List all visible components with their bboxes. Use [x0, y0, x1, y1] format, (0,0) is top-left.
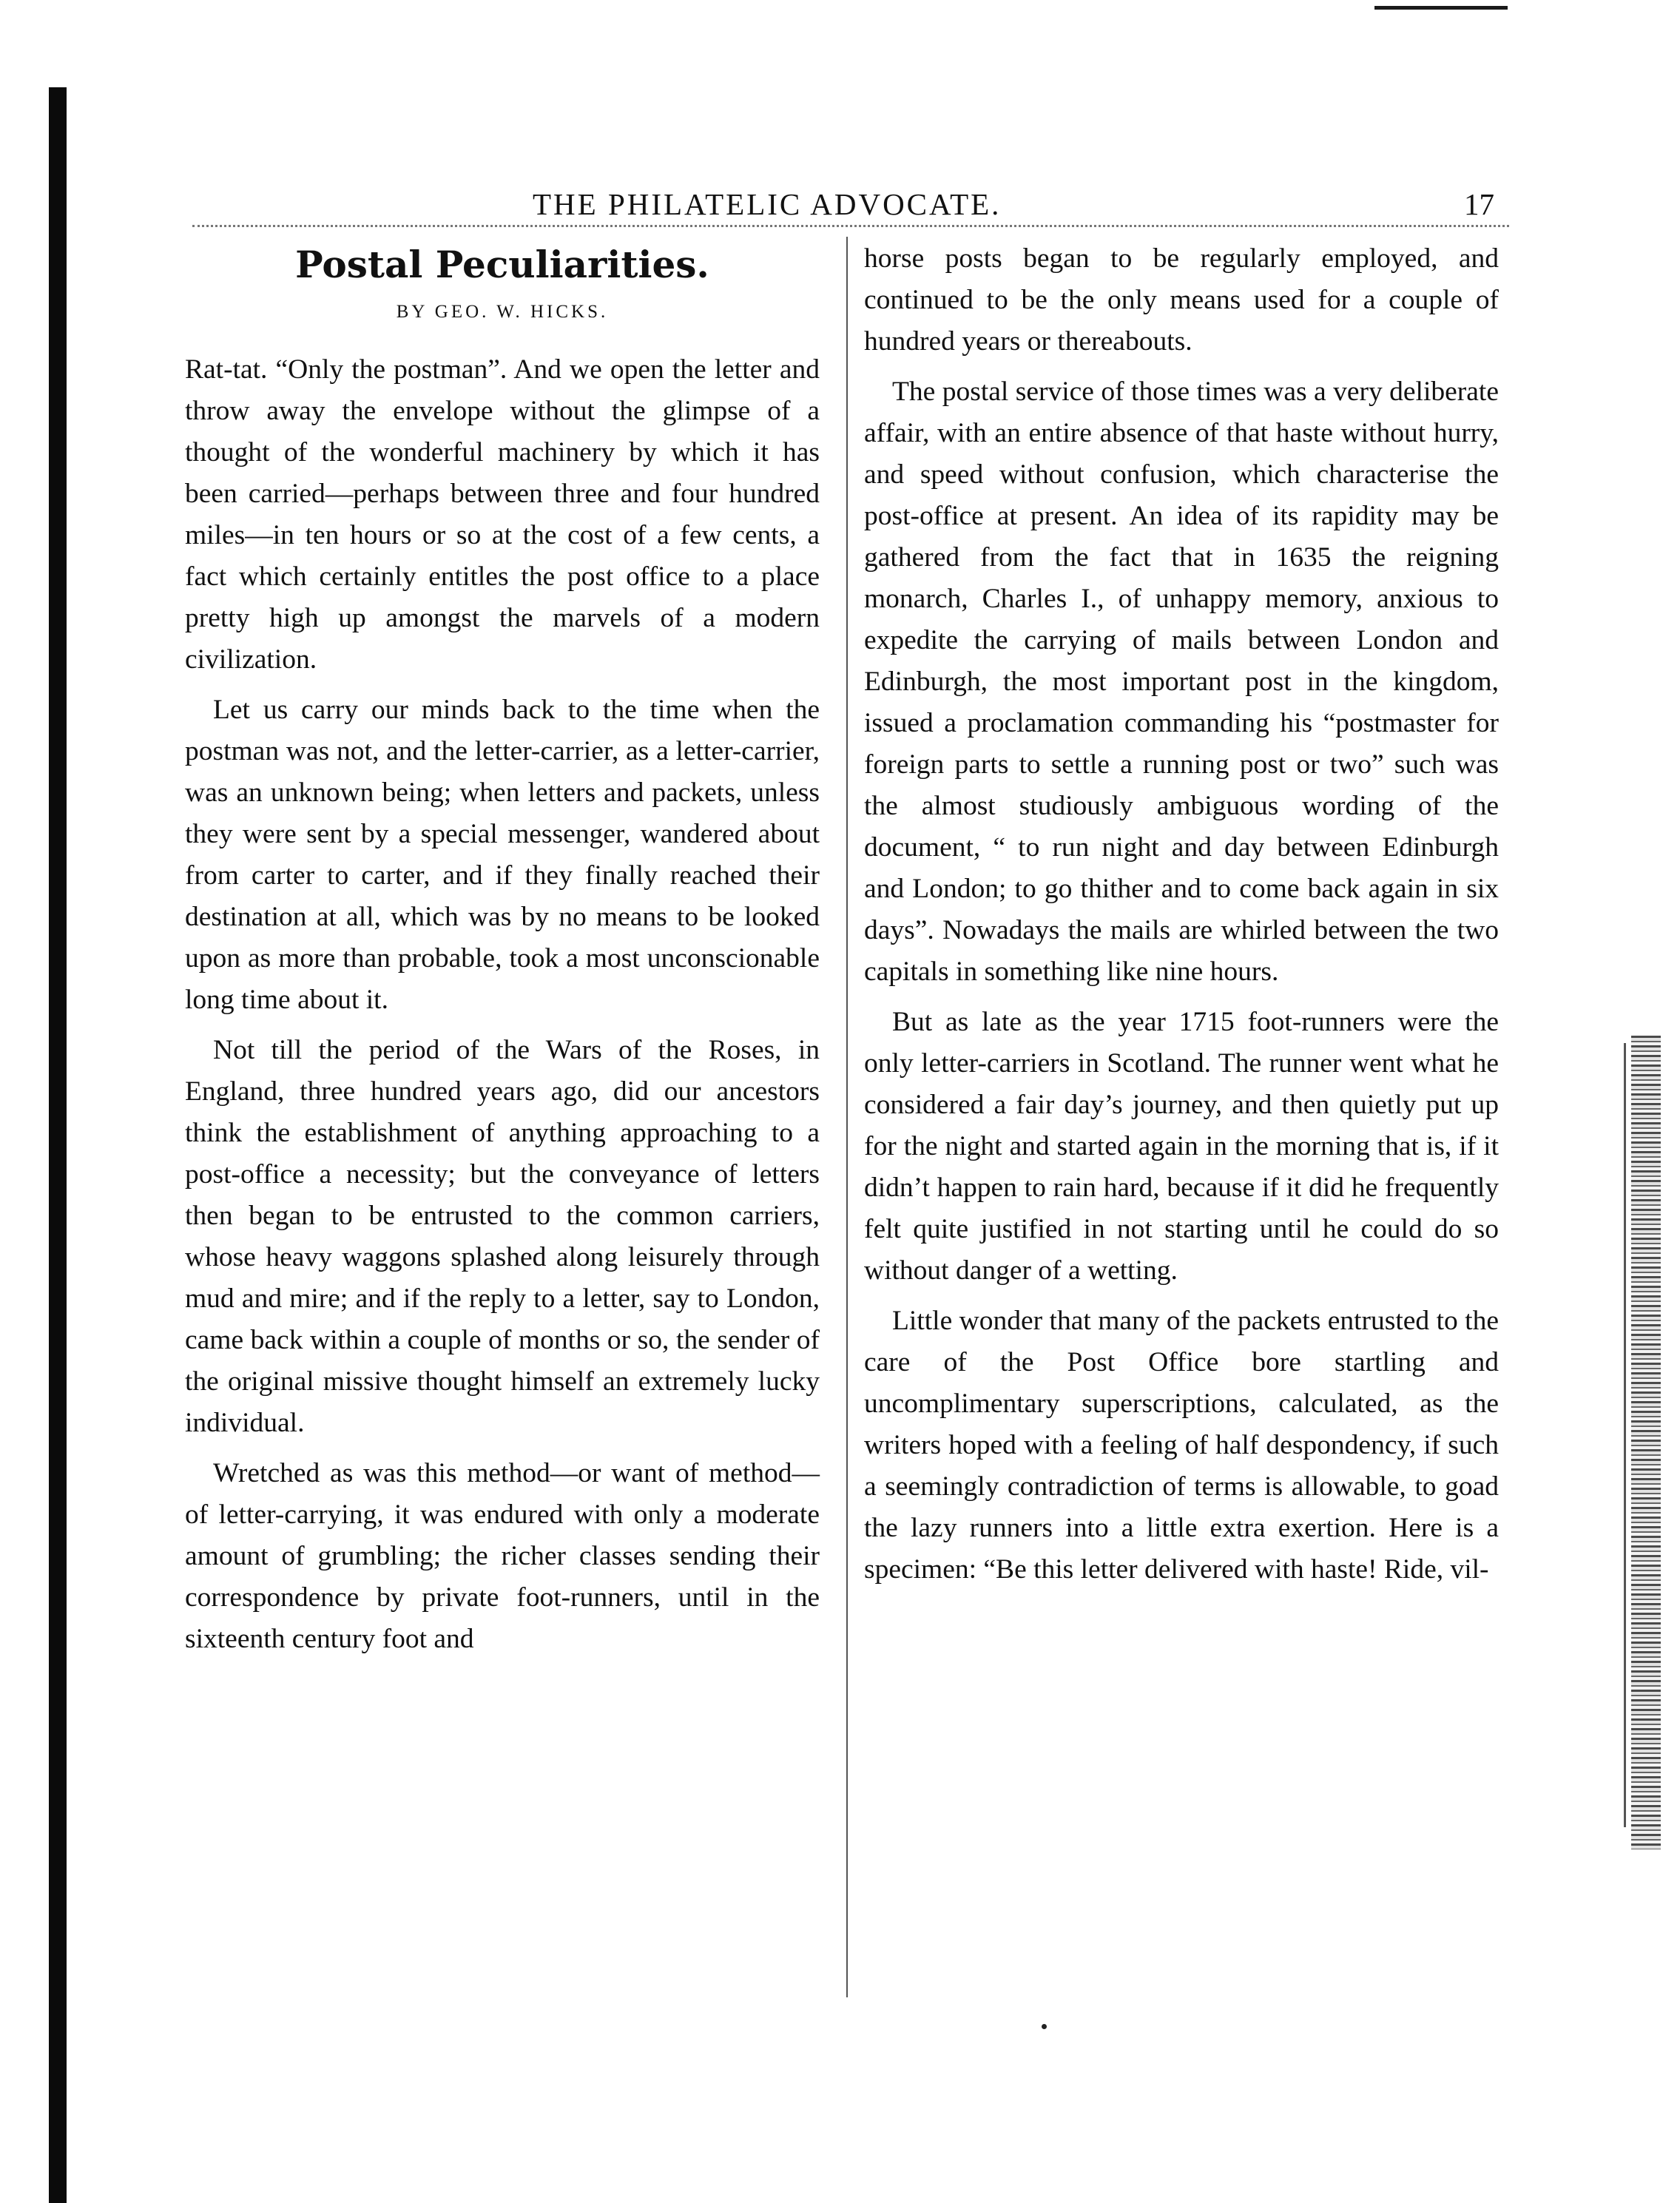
page-number: 17	[1464, 187, 1494, 221]
paragraph: Wretched as was this method—or want of method—of letter-carrying, it was endured with only a moderate amount of grumbling; the richer classes sending their correspondence by private foot-runners, until in the sixteenth century foot and	[185, 1458, 820, 1654]
paragraph: Rat-tat. “Only the postman”. And we open the letter and throw away the envelope without the glimpse of a thought of the wonderful machinery by which it has been carried—perhaps between three and four hundred miles—in ten hours or so at the cost of a few cents, a fact which certainly entitles the post office to a place pretty high up amongst the marvels of a modern civilization.	[185, 354, 820, 675]
top-edge-rule	[1374, 6, 1508, 10]
paragraph: But as late as the year 1715 foot-runners were the only letter-carriers in Scotland. The runner went what he considered a fair day’s journey, and then quietly put up for the night and started again in the morning that is, if it didn’t happen to rain hard, because if it did he frequently felt quite justified in not starting until he could do so without danger of a wetting.	[864, 1007, 1499, 1286]
paragraph: The postal service of those times was a very deliberate affair, with an entire absence of that haste without hurry, and speed without confusion, which characterise the post-office at present. An idea of its rapidity may be gathered from the fact that in 1635 the reigning monarch, Charles I., of unhappy memory, anxious to expedite the carrying of mails between London and Edinburgh, the most important post in the kingdom, issued a proclamation commanding his “postmaster for foreign parts to settle a running post or two” such was the almost studiously ambiguous wording of the document, “ to run night and day between Edinburgh and London; to go thither and to come back again in six days”. Nowadays the mails are whirled between the two capitals in something like nine hours.	[864, 377, 1499, 987]
header-rule	[192, 225, 1509, 227]
right-column	[864, 238, 1499, 1599]
paragraph: Let us carry our minds back to the time when the postman was not, and the letter-carrier, as a letter-carrier, was an unknown being; when letters and packets, unless they were sent by a special messenger, wandered about from carter to carter, and if they finally reached their destination at all, which was by no means to be looked upon as more than probable, took a most unconscionable long time about it.	[185, 695, 820, 1015]
paragraph: Little wonder that many of the packets entrusted to the care of the Post Office bore startling and uncomplimentary superscriptions, calculated, as the writers hoped with a feeling of half despondency, if such a seemingly contradiction of terms is allowable, to goad the lazy runners into a little extra exertion. Here is a specimen: “Be this letter delivered with haste! Ride, vil-	[864, 1306, 1499, 1585]
page-edge-line	[1624, 1043, 1626, 1827]
paragraph: horse posts began to be regularly employed, and continued to be the only means used for a couple of hundred years or thereabouts.	[864, 243, 1499, 357]
column-divider	[846, 237, 848, 1997]
binding-shadow	[49, 87, 67, 2203]
page-edge-texture	[1631, 1036, 1661, 1849]
left-column	[185, 238, 820, 1669]
running-header	[178, 186, 1509, 231]
article-title: Postal Peculiarities.	[295, 243, 709, 286]
ink-speck	[1042, 2024, 1047, 2029]
article-byline: BY GEO. W. HICKS.	[396, 302, 609, 322]
running-title: THE PHILATELIC ADVOCATE.	[533, 187, 1002, 221]
paragraph: Not till the period of the Wars of the Roses, in England, three hundred years ago, did our ancestors think the establishment of anything approaching to a post-office a necessity; but the conveyance of letters then began to be entrusted to the common carriers, whose heavy waggons splashed along leisurely through mud and mire; and if the reply to a letter, say to London, came back within a couple of months or so, the sender of the original missive thought himself an extremely lucky individual.	[185, 1035, 820, 1438]
